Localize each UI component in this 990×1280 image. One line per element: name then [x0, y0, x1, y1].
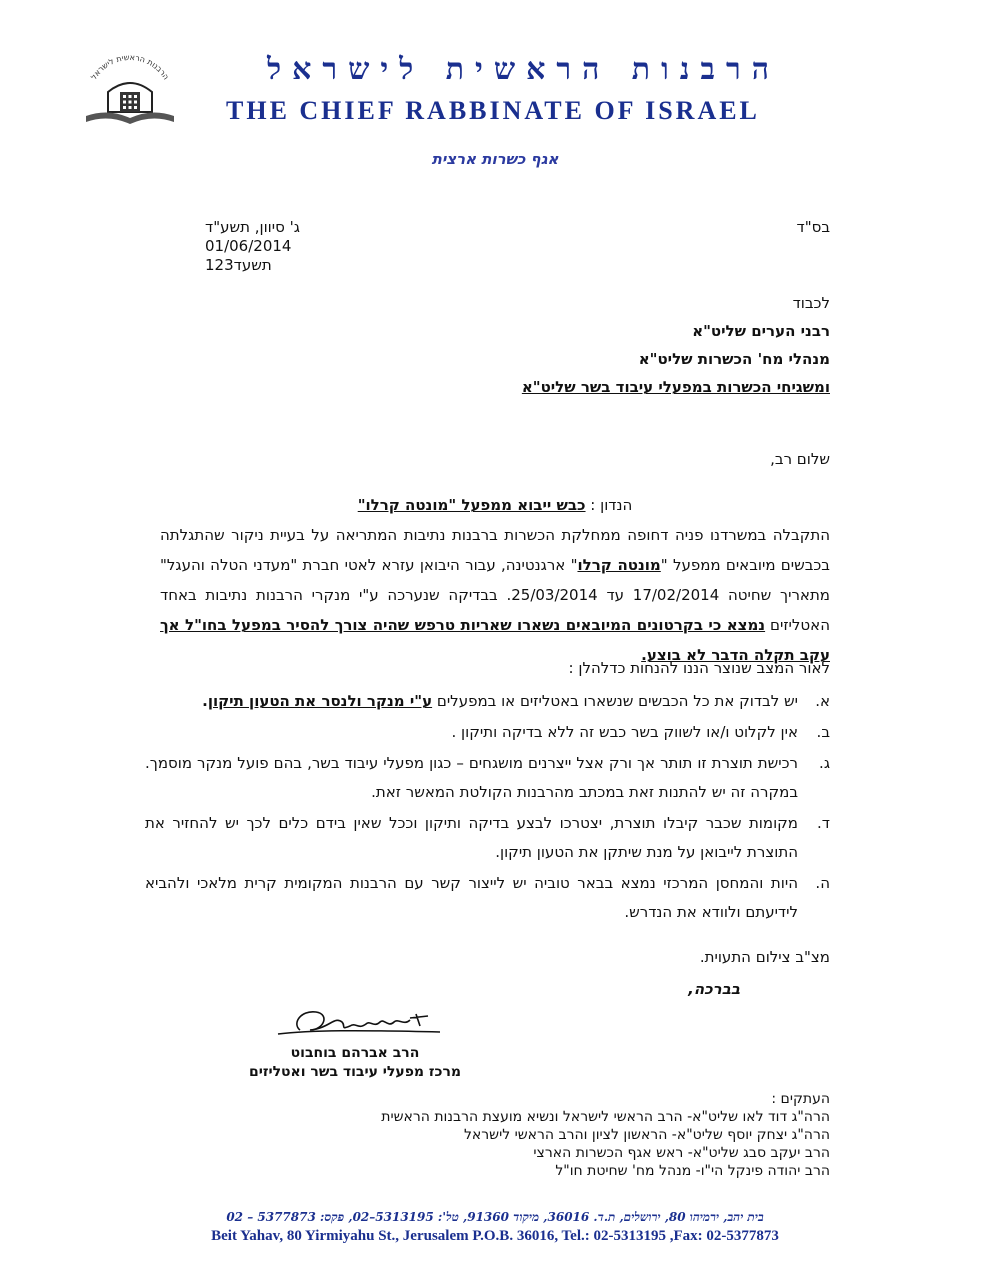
list-item-emphasis: ע"י מנקר ולנסר את הטעון תיקון	[207, 692, 433, 710]
copy-recipient: הרב יעקב סבג שליט"א- ראש אגף הכשרות הארצי	[533, 1145, 830, 1161]
list-item-number: א.	[815, 692, 830, 710]
list-item-number: ה.	[815, 874, 830, 892]
header-title-hebrew: הרבנות הראשית לישראל	[267, 52, 780, 87]
list-item-number: ג.	[819, 754, 830, 772]
list-item	[145, 718, 830, 747]
signer-name: הרב אברהם בוחבוט	[290, 1045, 420, 1061]
bsd-mark: בס"ד	[796, 218, 830, 236]
copy-recipient: הרה"ג דוד לאו שליט"א- הרב הראשי לישראל ונשיא מועצת הרבנות הראשית	[381, 1109, 830, 1125]
addressee-line-2: מנהלי מח' הכשרות שליט"א	[638, 350, 830, 368]
rabbinate-book-emblem-icon	[78, 52, 182, 132]
subject-label: הנדון :	[585, 496, 633, 514]
date-block	[205, 218, 310, 275]
list-item-text: מקומות שכבר קיבלו תוצרת, יצטרכו לבצע בדיקה ותיקון וככל שאין בידם כלים לכך יש להחזיר את התוצרת לייבואן על מנת שיתקן את הטעון תיקון.	[145, 814, 798, 861]
footer-hebrew: בית יהב, ירמיהו 80, ירושלים, ת.ד. 36016, מיקוד 91360, טל': 5313195–02, פקס: 5377873 – 02	[226, 1210, 764, 1224]
list-item-number: ד.	[817, 814, 830, 832]
addressee-to: לכבוד	[792, 294, 830, 312]
signature	[270, 1000, 445, 1045]
list-item-text: רכישת תוצרת זו תותר אך ורק אצל ייצרנים מושגחים – כגון מפעלי עיבוד בשר, בהם פועל מנקר מוסמך. במקרה זה יש להתנות זאת במכתב מהרבנות הקולטת המאשר זאת.	[145, 754, 798, 801]
hebrew-date: ג' סיוון, תשע"ד	[205, 218, 300, 236]
copies-label: העתקים :	[771, 1091, 830, 1107]
body-paragraph	[160, 520, 830, 670]
subject-line	[160, 496, 830, 514]
signer-title: מרכז מפעלי עיבוד בשר ואטליזים	[248, 1064, 462, 1080]
handwritten-signature-icon	[270, 1000, 445, 1045]
copies-block	[381, 1090, 830, 1180]
copy-recipient: הרב יהודה פינקל הי"ו- מנהל מח' שחיטת חו"ל	[555, 1163, 830, 1179]
list-item	[145, 687, 830, 716]
svg-text:הרבנות הראשית לישראל	[89, 53, 171, 81]
logo-text: הרבנות הראשית לישראל	[89, 52, 171, 82]
list-item-text: יש לבדוק את כל הכבשים שנשארו באטליזים או במפעלים	[432, 692, 798, 710]
copy-recipient: הרה"ג יצחק יוסף שליט"א- הראשון לציון והרב הראשי לישראל	[463, 1127, 830, 1143]
closing: בברכה,	[688, 980, 740, 998]
list-item-text: אין לקלוט ו/או לשווק בשר כבש זה ללא בדיקה ותיקון .	[451, 723, 798, 741]
body-part-1: התקבלה במשרדנו פניה דחופה ממחלקת הכשרות ברבנות נתיבות המתריאה על בעיית ניקור שהתגלתה בכבשים מיובאים ממפעל "	[160, 526, 830, 574]
instructions-intro: לאור המצב שנוצר הננו להנחות כדלהלן :	[568, 659, 830, 677]
attachment-note: מצ"ב צילום התעוית.	[699, 948, 830, 966]
greeting: שלום רב,	[770, 450, 830, 468]
list-item	[145, 809, 830, 867]
gregorian-date: 01/06/2014	[205, 237, 292, 255]
reference-number: 123תשעד	[205, 256, 272, 274]
addressee-line-3: ומשגיחי הכשרות במפעלי עיבוד בשר שליט"א	[521, 378, 830, 396]
subject-text: כבש ייבוא ממפעל "מונטה קרלו"	[357, 496, 586, 514]
addressee-line-1: רבני הערים שליט"א	[692, 322, 830, 340]
rabbinate-logo	[78, 52, 182, 132]
list-item-tail: .	[202, 692, 208, 710]
header-title-english: THE CHIEF RABBINATE OF ISRAEL	[226, 96, 760, 125]
list-item	[145, 869, 830, 927]
footer-english: Beit Yahav, 80 Yirmiyahu St., Jerusalem P.O.B. 36016, Tel.: 02-5313195 ,Fax: 02-5377873	[211, 1228, 779, 1244]
list-item-text: היות והמחסן המרכזי נמצא בבאר טוביה יש לייצור קשר עם הרבנות המקומית קרית מלאכי ולהביא לידיעתם ולוודא את הנדרש.	[145, 874, 798, 921]
body-finding: נמצא כי בקרטונים המיובאים נשארו שאריות טרפש שהיה צורך להסיר במפעל בחו"ל אך עקב תקלה הדבר לא בוצע.	[160, 616, 830, 664]
list-item-number: ב.	[816, 723, 830, 741]
body-part-2: " ארגנטינה, עבור היבואן עזרא לאטי חברת "מעדני הטלה והעגל" מתאריך שחיטה 17/02/2014 עד 25/03/2014. בבדיקה שנערכה ע"י מנקרי הרבנות נתיבות באחד האטליזים	[160, 556, 830, 634]
instructions-list	[145, 687, 830, 927]
plant-name: מונטה קרלו	[577, 556, 661, 574]
list-item	[145, 749, 830, 807]
signer-block	[240, 1044, 470, 1082]
department-name: אגף כשרות ארצית	[431, 150, 559, 168]
